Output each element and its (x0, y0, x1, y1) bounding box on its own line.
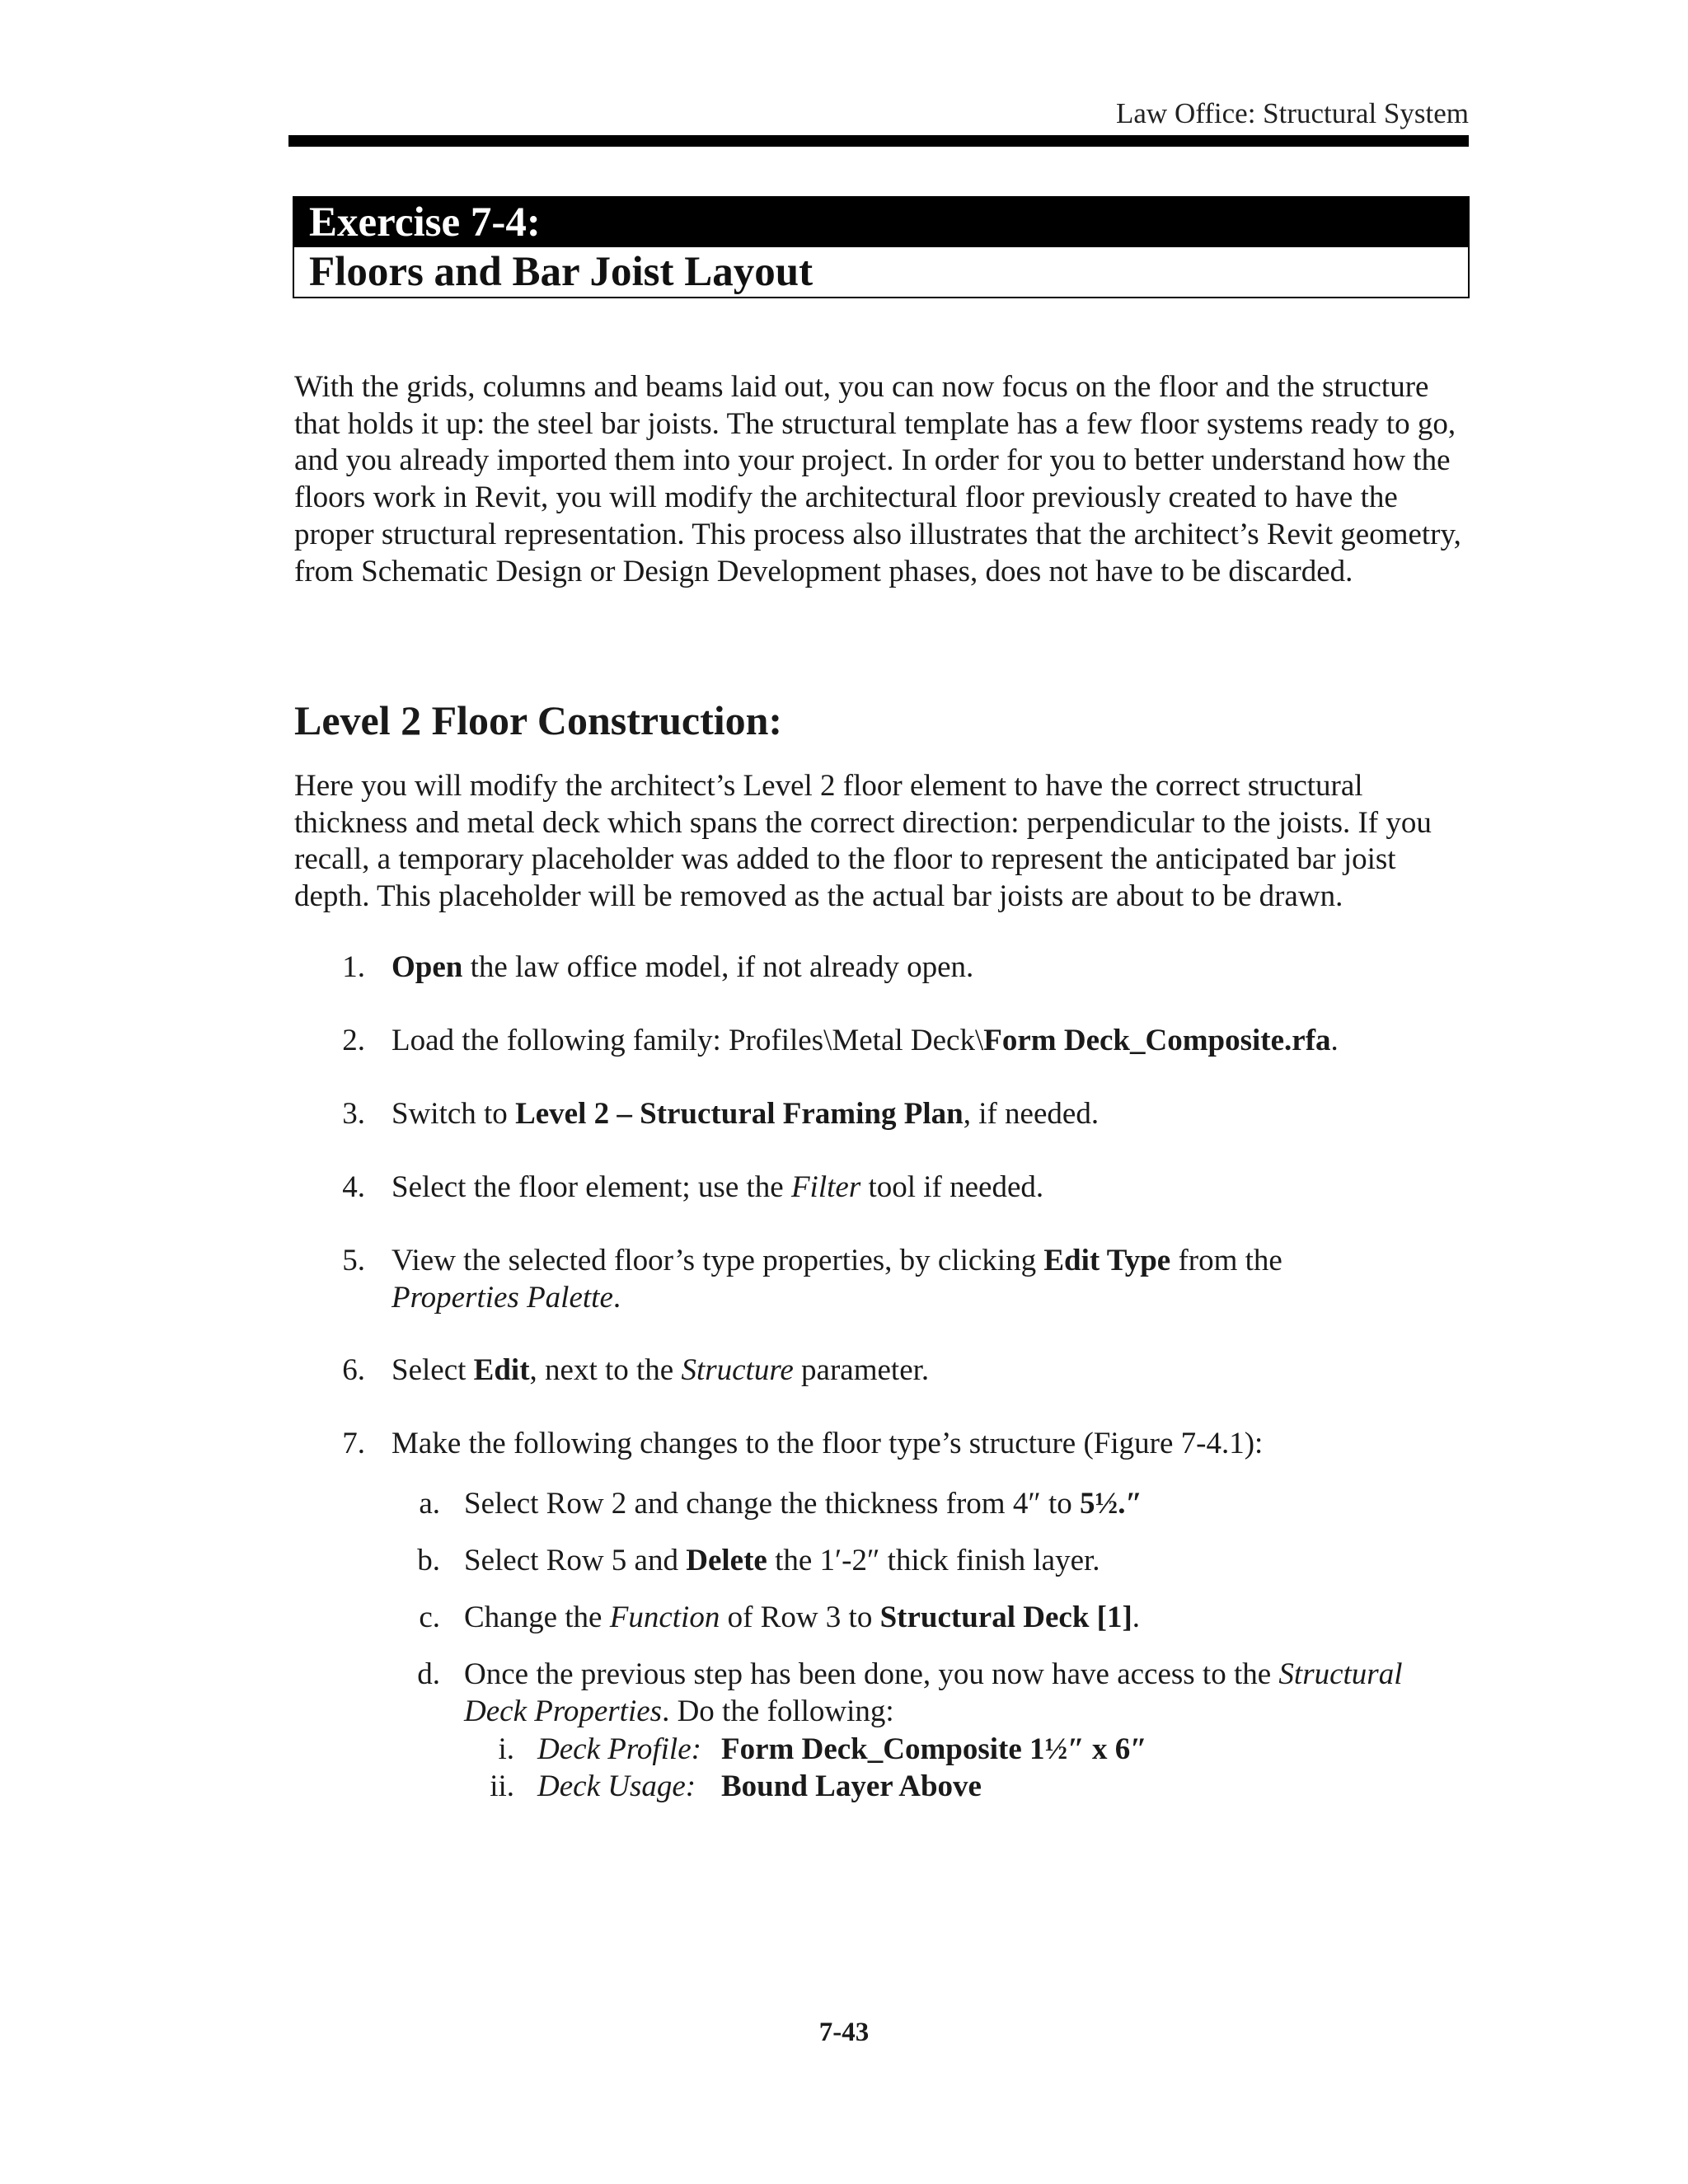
substep-text: Once the previous step has been done, you now have access to the Structural Deck Properties. Do the following: (464, 1657, 1403, 1728)
substep-text: Change the Function of Row 3 to Structural Deck [1]. (464, 1601, 1141, 1634)
step-text: Make the following changes to the floor type’s structure (Figure 7-4.1): (392, 1427, 1264, 1460)
deck-usage-label: Deck Usage: (537, 1769, 696, 1803)
step-number: 6. (342, 1353, 365, 1387)
step-number: 5. (342, 1244, 365, 1277)
section-paragraph: Here you will modify the architect’s Level 2 floor element to have the correct structural thickness and metal deck which spans the correct direction: perpendicular to the joists. If you recall, a temporary placeholder was added to the floor to represent the anticipated bar joist depth. This placeholder will be removed as the actual bar joists are about to be drawn. (294, 769, 1432, 914)
step-number: 4. (342, 1170, 365, 1204)
header-rule (288, 135, 1469, 147)
roman-numeral: ii. (490, 1769, 514, 1803)
step-text: View the selected floor’s type properties, by clicking Edit Type from the Properties Palette. (392, 1244, 1282, 1315)
section-heading: Level 2 Floor Construction: (294, 697, 783, 743)
step-text: Select the floor element; use the Filter tool if needed. (392, 1170, 1044, 1204)
deck-profile-value: Form Deck_Composite 1½″ x 6″ (721, 1732, 1147, 1766)
intro-paragraph: With the grids, columns and beams laid out, you can now focus on the floor and the structure that holds it up: the steel bar joists. The structural template has a few floor systems ready to go, and you already imported them into your project. In order for you to better understand how the floors work in Revit, you will modify the architectural floor previously created to have the proper structural representation. This process also illustrates that the architect’s Revit geometry, from Schematic Design or Design Development phases, does not have to be discarded. (294, 370, 1461, 588)
page-number: 7-43 (818, 2018, 870, 2047)
exercise-subtitle: Floors and Bar Joist Layout (294, 247, 1468, 297)
running-head: Law Office: Structural System (1116, 97, 1469, 129)
step-number: 2. (342, 1024, 365, 1057)
exercise-title-box (293, 196, 1470, 298)
step-text: Select Edit, next to the Structure parameter. (392, 1353, 930, 1387)
roman-numeral: i. (498, 1732, 514, 1766)
substep-letter: b. (417, 1544, 440, 1577)
step-text: Switch to Level 2 – Structural Framing Plan, if needed. (392, 1097, 1100, 1131)
substep-letter: d. (417, 1657, 440, 1691)
substep-text: Select Row 2 and change the thickness from 4″ to 5½.″ (464, 1487, 1142, 1521)
exercise-title: Exercise 7-4: (294, 198, 1468, 247)
step-number: 7. (342, 1427, 365, 1460)
substep-text: Select Row 5 and Delete the 1′-2″ thick finish layer. (464, 1544, 1100, 1577)
step-number: 1. (342, 950, 365, 984)
step-number: 3. (342, 1097, 365, 1131)
substep-letter: a. (419, 1487, 440, 1521)
substep-letter: c. (419, 1601, 440, 1634)
step-text: Open the law office model, if not already open. (392, 950, 974, 984)
deck-profile-label: Deck Profile: (537, 1732, 701, 1766)
deck-usage-value: Bound Layer Above (721, 1769, 982, 1803)
step-text: Load the following family: Profiles\Metal Deck\Form Deck_Composite.rfa. (392, 1024, 1339, 1057)
